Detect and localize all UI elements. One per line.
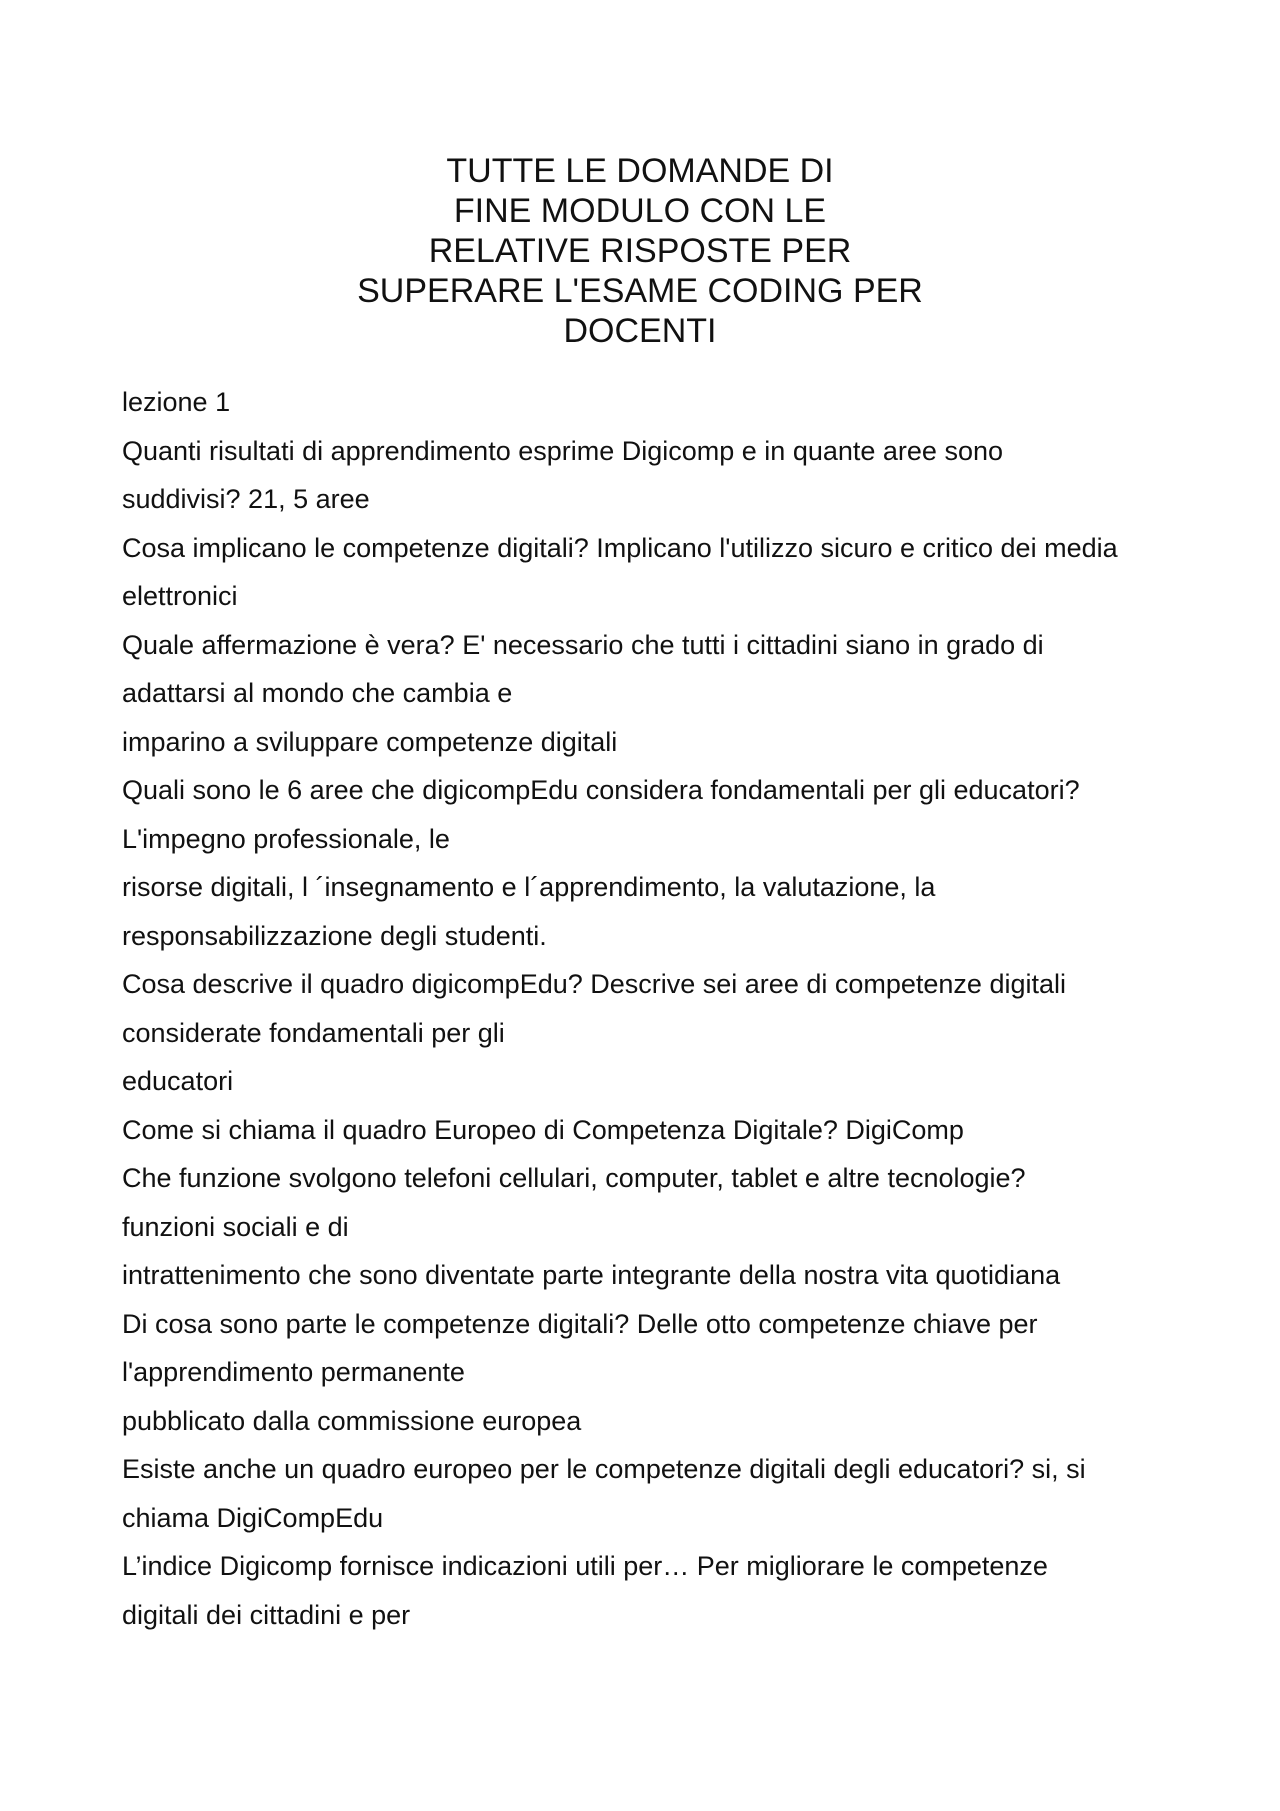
title-line: FINE MODULO CON LE	[453, 192, 827, 230]
text-line: pubblicato dalla commissione europea	[122, 1405, 582, 1436]
text-line: intrattenimento che sono diventate parte integrante della nostra vita quotidiana	[122, 1260, 1061, 1290]
text-line: L’indice Digicomp fornisce indicazioni utili per… Per migliorare le competenze	[122, 1551, 1048, 1581]
text-line: Quanti risultati di apprendimento esprime Digicomp e in quante aree sono	[122, 435, 1003, 466]
text-line: imparino a sviluppare competenze digitali	[122, 726, 618, 757]
text-line: elettronici	[122, 581, 238, 611]
text-line: considerate fondamentali per gli	[122, 1017, 505, 1048]
text-line: Cosa implicano le competenze digitali? Implicano l'utilizzo sicuro e critico dei media	[122, 532, 1118, 563]
text-line: l'apprendimento permanente	[122, 1357, 465, 1387]
lesson-heading: lezione 1	[122, 387, 231, 417]
title-line: TUTTE LE DOMANDE DI	[446, 152, 834, 190]
text-line: Quale affermazione è vera? E' necessario che tutti i cittadini siano in grado di	[122, 629, 1044, 660]
text-line: responsabilizzazione degli studenti.	[122, 920, 547, 951]
text-line: Esiste anche un quadro europeo per le competenze digitali degli educatori? si, si	[122, 1454, 1086, 1484]
text-line: chiama DigiCompEdu	[122, 1502, 384, 1533]
document-title	[0, 151, 1280, 351]
text-line: Cosa descrive il quadro digicompEdu? Descrive sei aree di competenze digitali	[122, 969, 1066, 999]
text-line: digitali dei cittadini e per	[122, 1599, 411, 1630]
text-line: suddivisi? 21, 5 aree	[122, 484, 370, 514]
text-line: L'impegno professionale, le	[122, 823, 450, 854]
document-body	[122, 378, 1182, 1639]
title-line: RELATIVE RISPOSTE PER	[428, 232, 852, 270]
text-line: adattarsi al mondo che cambia e	[122, 678, 513, 708]
text-line: Di cosa sono parte le competenze digitali? Delle otto competenze chiave per	[122, 1308, 1038, 1339]
title-line: DOCENTI	[563, 312, 717, 350]
text-line: Quali sono le 6 aree che digicompEdu considera fondamentali per gli educatori?	[122, 775, 1080, 805]
text-line: Che funzione svolgono telefoni cellulari, computer, tablet e altre tecnologie?	[122, 1163, 1026, 1193]
title-line: SUPERARE L'ESAME CODING PER	[357, 272, 923, 310]
text-line: funzioni sociali e di	[122, 1211, 349, 1242]
text-line: educatori	[122, 1066, 234, 1096]
text-line: Come si chiama il quadro Europeo di Competenza Digitale? DigiComp	[122, 1114, 964, 1145]
text-line: risorse digitali, l ´insegnamento e l´apprendimento, la valutazione, la	[122, 872, 936, 902]
